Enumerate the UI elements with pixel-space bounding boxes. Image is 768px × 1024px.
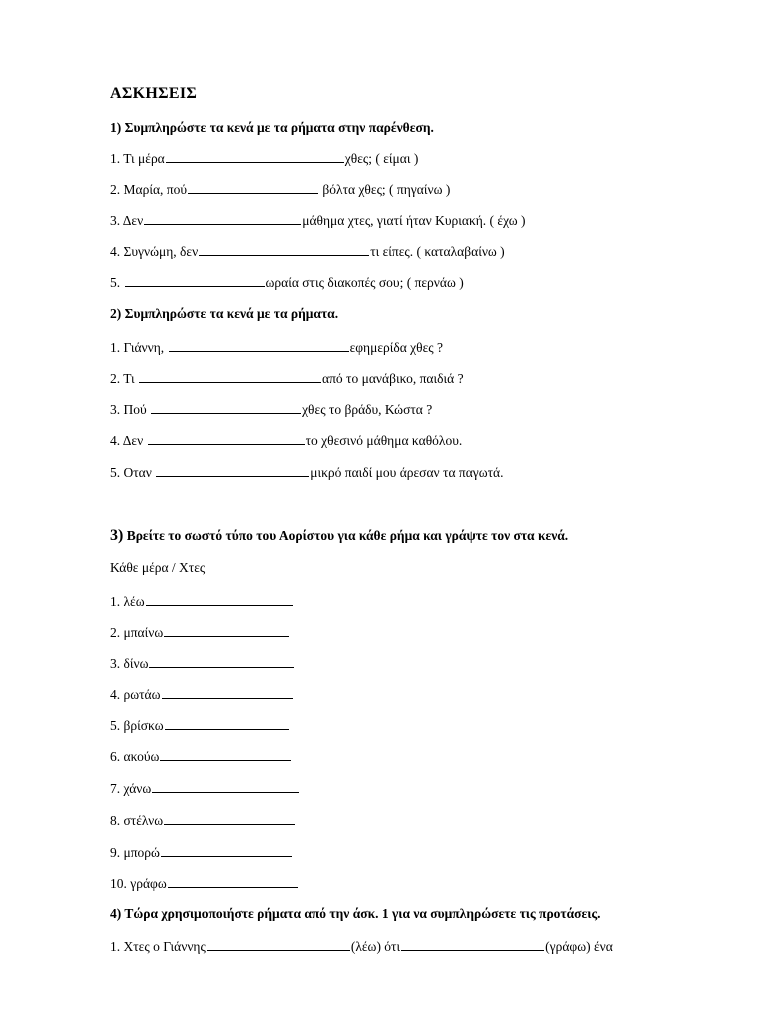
answer-blank[interactable]: [168, 875, 298, 888]
answer-blank[interactable]: [152, 780, 299, 793]
answer-blank[interactable]: [146, 593, 293, 606]
verb-label: 4. ρωτάω: [110, 687, 161, 702]
item-text-after: (γράφω) ένα: [545, 939, 613, 954]
item-text-after: από το μανάβικο, παιδιά ?: [322, 371, 464, 386]
exercise-1-item-3: [110, 212, 526, 229]
exercise-3-heading: [110, 528, 568, 544]
item-text-before: 4. Δεν: [110, 433, 147, 448]
item-text-after: μικρό παιδί μου άρεσαν τα παγωτά.: [310, 465, 504, 480]
answer-blank[interactable]: [207, 938, 350, 951]
exercise-3-subheading: Κάθε μέρα / Χτες: [110, 560, 206, 575]
answer-blank[interactable]: [156, 464, 309, 477]
exercise-3-item-5: [110, 717, 290, 734]
answer-blank[interactable]: [162, 686, 293, 699]
verb-label: 8. στέλνω: [110, 813, 164, 828]
answer-blank[interactable]: [144, 212, 301, 225]
exercise-4-heading: 4) Τώρα χρησιμοποιήστε ρήματα από την άσκ. 1 για να συμπληρώσετε τις προτάσεις.: [110, 906, 601, 921]
item-text-before: 4. Συγνώμη, δεν: [110, 244, 199, 259]
verb-label: 3. δίνω: [110, 656, 149, 671]
item-text-before: 1. Γιάννη,: [110, 340, 168, 355]
answer-blank[interactable]: [149, 655, 294, 668]
verb-label: 1. λέω: [110, 594, 145, 609]
item-text-after: το χθεσινό μάθημα καθόλου.: [305, 433, 463, 448]
item-text-middle: (λέω) ότι: [350, 939, 401, 954]
item-text-before: 5.: [110, 275, 124, 290]
exercise-2-item-1: [110, 339, 443, 356]
verb-label: 10. γράφω: [110, 876, 167, 891]
exercise-3-item-6: [110, 748, 292, 765]
answer-blank[interactable]: [401, 938, 544, 951]
item-text-after: μάθημα χτες, γιατί ήταν Κυριακή. ( έχω ): [302, 213, 526, 228]
item-text-before: 3. Πού: [110, 402, 151, 417]
exercise-3-item-10: [110, 875, 299, 892]
exercise-3-item-4: [110, 686, 294, 703]
item-text-after: ωραία στις διακοπές σου; ( περνάω ): [265, 275, 464, 290]
exercise-3-item-1: [110, 593, 294, 610]
exercise-1-item-4: [110, 243, 505, 260]
exercise-2-heading: 2) Συμπληρώστε τα κενά με τα ρήματα.: [110, 306, 339, 321]
page-title: ΑΣΚΗΣΕΙΣ: [110, 85, 198, 102]
answer-blank[interactable]: [164, 812, 295, 825]
exercise-3-item-3: [110, 655, 295, 672]
answer-blank[interactable]: [161, 844, 292, 857]
answer-blank[interactable]: [125, 274, 265, 287]
item-text-before: 2. Μαρία, πού: [110, 182, 188, 197]
exercise-3-item-8: [110, 812, 296, 829]
item-text-before: 5. Οταν: [110, 465, 156, 480]
answer-blank[interactable]: [166, 150, 344, 163]
answer-blank[interactable]: [199, 243, 369, 256]
verb-label: 9. μπορώ: [110, 845, 160, 860]
answer-blank[interactable]: [160, 748, 291, 761]
answer-blank[interactable]: [164, 624, 289, 637]
exercise-3-item-7: [110, 780, 300, 797]
exercise-1-item-1: [110, 150, 418, 167]
verb-label: 6. ακούω: [110, 749, 160, 764]
answer-blank[interactable]: [169, 339, 349, 352]
exercise-3-item-2: [110, 624, 290, 641]
verb-label: 7. χάνω: [110, 781, 152, 796]
exercise-2-item-2: [110, 370, 464, 387]
item-text-after: χθες; ( είμαι ): [344, 151, 419, 166]
item-text-after: βόλτα χθες; ( πηγαίνω ): [319, 182, 451, 197]
exercise-2-item-3: [110, 401, 432, 418]
verb-label: 5. βρίσκω: [110, 718, 164, 733]
exercise-1-item-2: [110, 181, 450, 198]
verb-label: 2. μπαίνω: [110, 625, 164, 640]
item-text-before: 3. Δεν: [110, 213, 144, 228]
item-text-before: 2. Τι: [110, 371, 139, 386]
answer-blank[interactable]: [188, 181, 318, 194]
exercise-4-item-1: [110, 938, 613, 955]
answer-blank[interactable]: [148, 432, 305, 445]
answer-blank[interactable]: [139, 370, 321, 383]
item-text-before: 1. Τι μέρα: [110, 151, 165, 166]
exercise-2-item-4: [110, 432, 462, 449]
exercise-3-heading-text: Βρείτε το σωστό τύπο του Αορίστου για κάθε ρήμα και γράψτε τον στα κενά.: [123, 528, 569, 543]
exercise-2-item-5: [110, 464, 504, 481]
item-text-after: τι είπες. ( καταλαβαίνω ): [370, 244, 505, 259]
exercise-3-number: 3): [110, 527, 124, 544]
answer-blank[interactable]: [165, 717, 289, 730]
exercise-1-item-5: [110, 274, 464, 291]
item-text-before: 1. Χτες ο Γιάννης: [110, 939, 206, 954]
item-text-after: χθες το βράδυ, Κώστα ?: [302, 402, 433, 417]
exercise-3-item-9: [110, 844, 293, 861]
exercise-1-heading: 1) Συμπληρώστε τα κενά με τα ρήματα στην παρένθεση.: [110, 120, 434, 135]
item-text-after: εφημερίδα χθες ?: [349, 340, 444, 355]
answer-blank[interactable]: [151, 401, 301, 414]
